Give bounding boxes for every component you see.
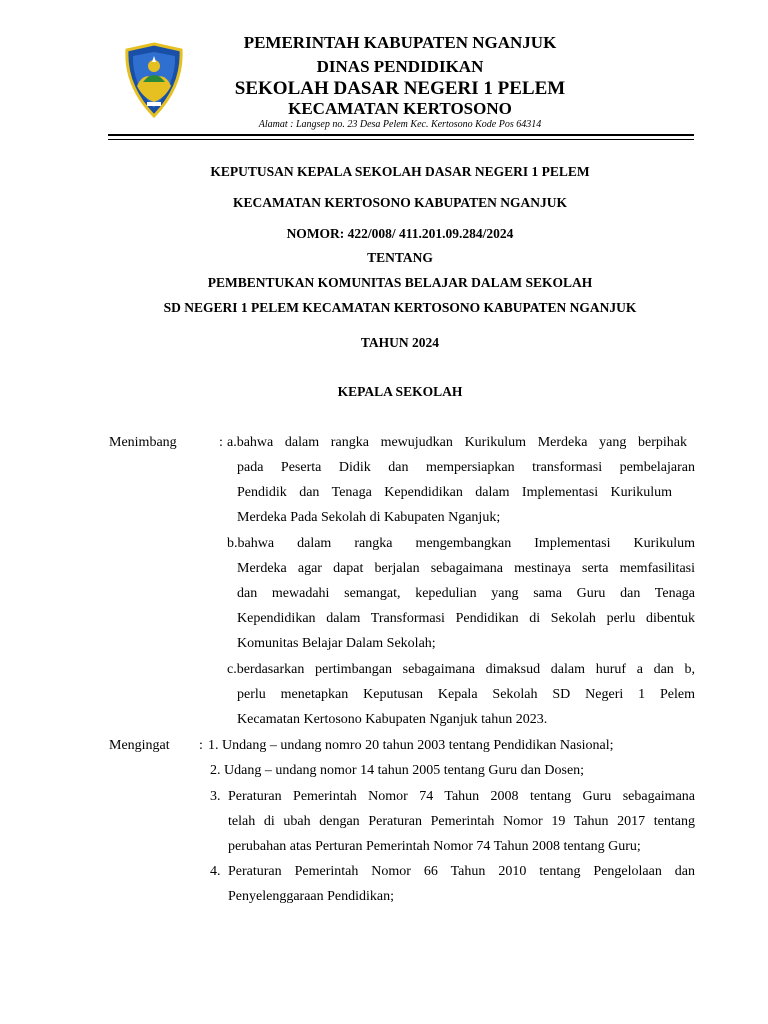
menimbang-a-line-2: pada Peserta Didik dan mempersiapkan transformasi pembelajaran xyxy=(237,460,695,475)
kabupaten-nganjuk-emblem-icon xyxy=(123,42,185,118)
mengingat-item-2: 2. Udang – undang nomor 14 tahun 2005 tentang Guru dan Dosen; xyxy=(210,763,585,778)
menimbang-c-line-2: perlu menetapkan Keputusan Kepala Sekolah SD Negeri 1 Pelem xyxy=(237,687,695,702)
decree-year: TAHUN 2024 xyxy=(360,335,440,350)
mengingat-item-3-line-3: perubahan atas Perturan Pemerintah Nomor 74 Tahun 2008 tentang Guru; xyxy=(228,839,641,854)
title-line-2: KECAMATAN KERTOSONO KABUPATEN NGANJUK xyxy=(233,195,567,210)
subject-line-1: PEMBENTUKAN KOMUNITAS BELAJAR DALAM SEKOLAH xyxy=(207,275,593,290)
mengingat-item-1: 1. Undang – undang nomro 20 tahun 2003 tentang Pendidikan Nasional; xyxy=(208,738,614,753)
menimbang-label: Menimbang xyxy=(109,435,177,450)
menimbang-b-line-4: Kependidikan dalam Transformasi Pendidikan di Sekolah perlu dibentuk xyxy=(237,611,695,626)
subject-line-2: SD NEGERI 1 PELEM KECAMATAN KERTOSONO KABUPATEN NGANJUK xyxy=(163,300,637,315)
header-government: PEMERINTAH KABUPATEN NGANJUK xyxy=(243,33,557,52)
mengingat-item-4-line-1: Peraturan Pemerintah Nomor 66 Tahun 2010 tentang Pengelolaan dan xyxy=(228,864,695,879)
menimbang-b-line-5: Komunitas Belajar Dalam Sekolah; xyxy=(237,636,436,651)
header-department: DINAS PENDIDIKAN xyxy=(316,57,484,76)
menimbang-a-line-1: a.bahwa dalam rangka mewujudkan Kurikulum Merdeka yang berpihak xyxy=(227,435,687,450)
menimbang-colon: : xyxy=(219,435,223,450)
mengingat-item-3-number: 3. xyxy=(210,789,221,804)
menimbang-b-line-3: dan mewadahi semangat, kepedulian yang sama Guru dan Tenaga xyxy=(237,586,695,601)
mengingat-item-3-line-1: Peraturan Pemerintah Nomor 74 Tahun 2008 tentang Guru sebagaimana xyxy=(228,789,695,804)
title-tentang: TENTANG xyxy=(367,250,433,265)
menimbang-c-line-3: Kecamatan Kertosono Kabupaten Nganjuk tahun 2023. xyxy=(237,712,548,727)
menimbang-a-line-4: Merdeka Pada Sekolah di Kabupaten Nganjuk; xyxy=(237,510,501,525)
title-line-1: KEPUTUSAN KEPALA SEKOLAH DASAR NEGERI 1 PELEM xyxy=(210,164,590,179)
mengingat-colon: : xyxy=(199,738,203,753)
header-divider-thin xyxy=(108,139,694,140)
mengingat-label: Mengingat xyxy=(109,738,170,753)
issuing-authority: KEPALA SEKOLAH xyxy=(337,384,463,399)
mengingat-item-3-line-2: telah di ubah dengan Peraturan Pemerintah Nomor 19 Tahun 2017 tentang xyxy=(228,814,695,829)
menimbang-c-line-1: c.berdasarkan pertimbangan sebagaimana dimaksud dalam huruf a dan b, xyxy=(227,662,695,677)
header-school: SEKOLAH DASAR NEGERI 1 PELEM xyxy=(234,78,566,99)
header-divider-thick xyxy=(108,134,694,136)
decree-number: NOMOR: 422/008/ 411.201.09.284/2024 xyxy=(286,226,514,241)
menimbang-b-line-1: b.bahwa dalam rangka mengembangkan Implementasi Kurikulum xyxy=(227,536,695,551)
menimbang-a-line-3: Pendidik dan Tenaga Kependidikan dalam Implementasi Kurikulum xyxy=(237,485,672,500)
mengingat-item-4-line-2: Penyelenggaraan Pendidikan; xyxy=(228,889,395,904)
menimbang-b-line-2: Merdeka agar dapat berjalan sebagaimana mestinaya serta memfasilitasi xyxy=(237,561,695,576)
header-district: KECAMATAN KERTOSONO xyxy=(288,99,512,118)
header-address: Alamat : Langsep no. 23 Desa Pelem Kec. Kertosono Kode Pos 64314 xyxy=(258,119,542,130)
mengingat-item-4-number: 4. xyxy=(210,864,221,879)
